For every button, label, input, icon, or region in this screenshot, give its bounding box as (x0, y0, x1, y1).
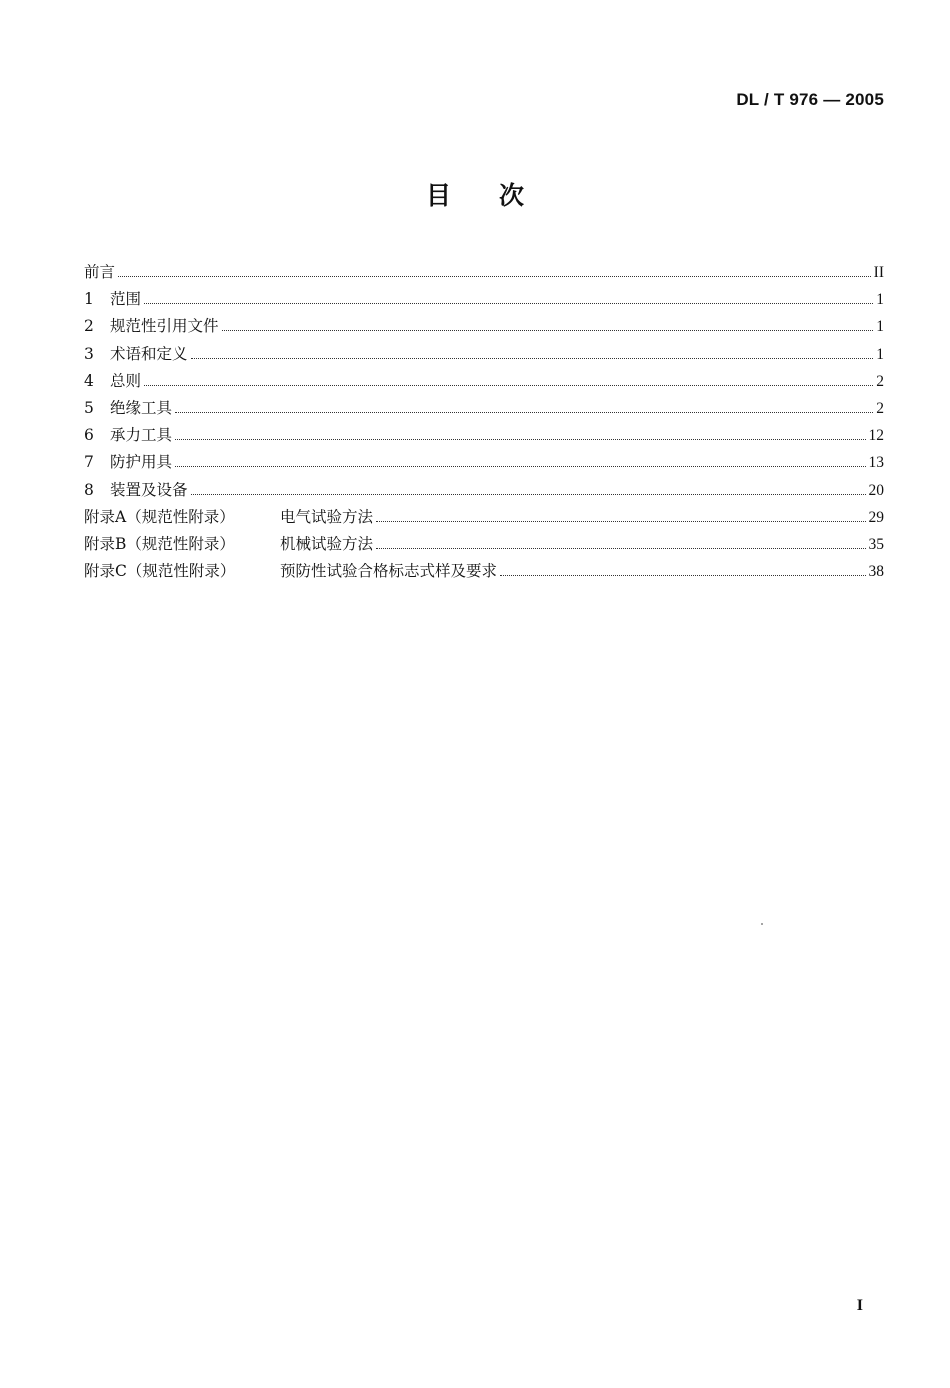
toc-entry-number: 7 (84, 453, 94, 472)
toc-entry-7[interactable] (84, 449, 884, 476)
toc-annex-label: 附录B（规范性附录） (84, 534, 235, 553)
toc-entry-page: 2 (876, 399, 884, 417)
page-number: I (856, 1297, 863, 1314)
toc-entry-page: 35 (868, 535, 884, 553)
toc-entry-page: 38 (868, 563, 884, 581)
toc-entry-page: 1 (876, 345, 884, 363)
toc-entry-number: 5 (84, 398, 94, 417)
toc-entry-page: 13 (868, 454, 884, 472)
toc-entry-page: 20 (868, 481, 884, 499)
toc-entry-8[interactable] (84, 477, 884, 504)
toc-entry-page: 1 (876, 318, 884, 336)
toc-entry-text: 术语和定义 (110, 344, 188, 363)
toc-entry-text: 机械试验方法 (280, 534, 374, 553)
toc-annex-label: 附录C（规范性附录） (84, 562, 236, 581)
toc-entry-number: 4 (84, 371, 94, 390)
toc-entry-text: 前言 (84, 263, 116, 281)
toc-entry-page: 12 (868, 427, 884, 445)
toc-entry-annex-a[interactable] (84, 504, 884, 531)
toc-entry-text: 装置及设备 (110, 480, 188, 499)
toc-entry-page: 2 (876, 372, 884, 390)
toc-entry-annex-c[interactable] (84, 558, 884, 585)
toc-entry-page: 29 (868, 508, 884, 526)
toc-entry-page: II (873, 264, 884, 281)
page-title: 目次 (425, 181, 572, 210)
document-code: DL / T 976 — 2005 (736, 90, 884, 109)
toc-leader-dots (144, 384, 873, 386)
toc-leader-dots (175, 438, 865, 440)
toc-entry-number: 8 (84, 480, 94, 499)
toc-leader-dots (191, 493, 866, 495)
toc-entry-1[interactable] (84, 286, 884, 313)
toc-entry-annex-b[interactable] (84, 531, 884, 558)
toc-leader-dots (175, 465, 865, 467)
toc-entry-text: 总则 (110, 371, 142, 390)
toc-leader-dots (175, 411, 873, 413)
toc-entry-text: 电气试验方法 (280, 507, 374, 526)
toc-entry-foreword[interactable] (84, 259, 884, 286)
toc-entry-number: 1 (84, 290, 94, 309)
toc-entry-text: 承力工具 (110, 426, 173, 445)
toc-entry-number: 2 (84, 317, 94, 336)
toc-leader-dots (376, 520, 865, 522)
toc-leader-dots (376, 547, 865, 549)
table-of-contents (84, 259, 884, 585)
scan-speck (761, 923, 763, 925)
toc-entry-number: 6 (84, 426, 94, 445)
toc-leader-dots (144, 302, 873, 304)
toc-entry-5[interactable] (84, 395, 884, 422)
toc-entry-text: 防护用具 (110, 453, 173, 472)
toc-leader-dots (191, 357, 874, 359)
toc-entry-text: 绝缘工具 (110, 398, 173, 417)
toc-leader-dots (118, 275, 871, 277)
toc-entry-2[interactable] (84, 313, 884, 340)
toc-entry-text: 预防性试验合格标志式样及要求 (280, 562, 498, 581)
toc-entry-6[interactable] (84, 422, 884, 449)
toc-entry-text: 范围 (110, 290, 142, 309)
toc-entry-4[interactable] (84, 368, 884, 395)
toc-entry-page: 1 (876, 291, 884, 309)
toc-annex-label: 附录A（规范性附录） (84, 507, 235, 526)
toc-entry-number: 3 (84, 344, 94, 363)
toc-entry-text: 规范性引用文件 (110, 317, 219, 336)
toc-leader-dots (500, 574, 865, 576)
toc-entry-3[interactable] (84, 341, 884, 368)
toc-leader-dots (222, 329, 874, 331)
